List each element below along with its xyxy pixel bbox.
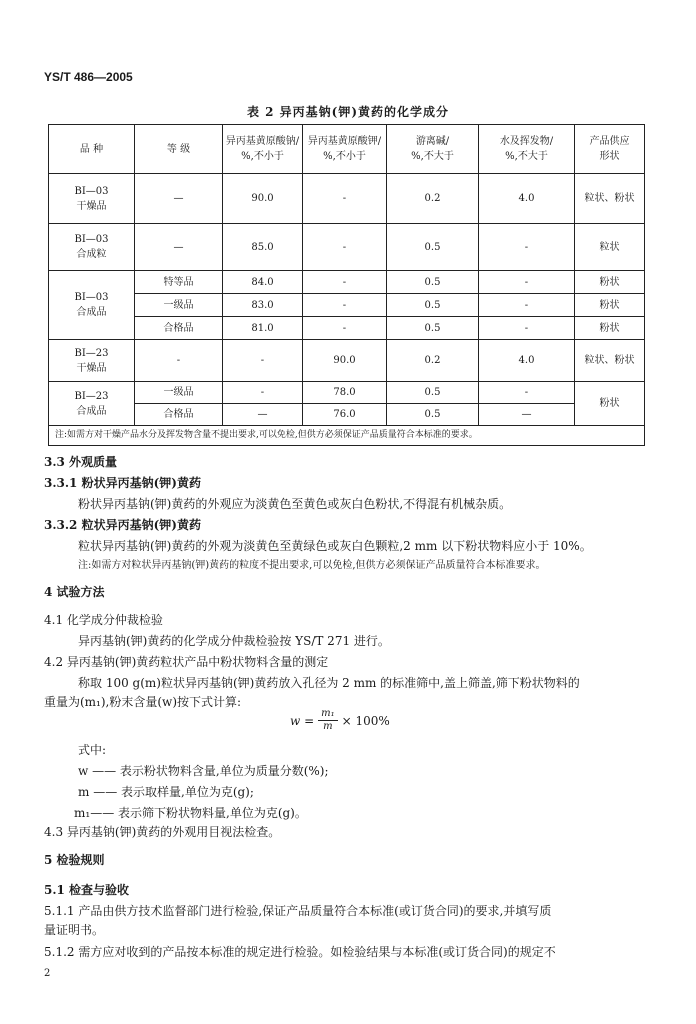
product-cell: BI—03 合成品 [49,271,135,340]
water-cell: - [479,317,575,340]
alkali-cell: 0.5 [387,224,479,271]
formula-rhs: × 100% [341,713,390,728]
definition-m: m —— 表示取样量,单位为克(g); [78,785,254,799]
col-header-product: 品 种 [49,125,135,174]
page-number: 2 [44,968,51,979]
paragraph-4-2-line1: 称取 100 g(m)粒状异丙基钠(钾)黄药放入孔径为 2 mm 的标准筛中,盖上筛盖,筛下粉状物料的 [78,676,580,690]
heading-4-1: 4.1 化学成分仲裁检验 [44,613,163,627]
paragraph-5-1-1-line1: 5.1.1 产品由供方技术监督部门进行检验,保证产品质量符合本标准(或订货合同)的要求,并填写质 [44,904,552,918]
water-cell: 4.0 [479,174,575,224]
grade-cell: - [135,340,223,382]
alkali-cell: 0.5 [387,294,479,317]
table-caption: 表 2 异丙基钠(钾)黄药的化学成分 [246,105,450,119]
heading-4: 4 试验方法 [44,585,105,599]
alkali-cell: 0.2 [387,340,479,382]
where-label: 式中: [78,743,107,757]
chemical-composition-table [48,124,645,446]
water-cell: - [479,271,575,294]
col-header-water-volatiles: 水及挥发物/ %,不大于 [479,125,575,174]
water-cell: - [479,294,575,317]
potassium-cell: 90.0 [303,340,387,382]
potassium-cell: - [303,317,387,340]
heading-4-3: 4.3 异丙基钠(钾)黄药的外观用目视法检查。 [44,825,281,839]
shape-cell: 粒状、粉状 [575,174,645,224]
alkali-cell: 0.5 [387,317,479,340]
col-header-supply-form: 产品供应 形状 [575,125,645,174]
heading-3-3: 3.3 外观质量 [44,455,118,469]
paragraph-3-3-1: 粉状异丙基钠(钾)黄药的外观应为淡黄色至黄色或灰白色粉状,不得混有机械杂质。 [78,497,512,511]
product-cell: BI—23 合成品 [49,382,135,426]
paragraph-5-1-2: 5.1.2 需方应对收到的产品按本标准的规定进行检验。如检验结果与本标准(或订货合同)的规定不 [44,945,556,959]
paragraph-5-1-1-line2: 量证明书。 [44,923,105,937]
sodium-cell: 83.0 [223,294,303,317]
table-row [49,317,645,340]
sodium-cell: - [223,382,303,404]
table-row [49,340,645,382]
potassium-cell: - [303,174,387,224]
heading-3-3-2: 3.3.2 粒状异丙基钠(钾)黄药 [44,518,201,532]
col-header-free-alkali: 游离碱/ %,不大于 [387,125,479,174]
table-row [49,271,645,294]
potassium-cell: - [303,294,387,317]
water-cell: 4.0 [479,340,575,382]
table-row [49,404,645,426]
grade-cell: 合格品 [135,404,223,426]
table-row [49,382,645,404]
product-cell: BI—23 干燥品 [49,340,135,382]
grade-cell: 合格品 [135,317,223,340]
formula-numerator: m₁ [318,708,338,721]
sodium-cell: - [223,340,303,382]
col-header-potassium: 异丙基黄原酸钾/ %,不小于 [303,125,387,174]
table-note-row [49,426,645,446]
water-cell: - [479,224,575,271]
heading-4-2: 4.2 异丙基钠(钾)黄药粒状产品中粉状物料含量的测定 [44,655,329,669]
table-row [49,294,645,317]
col-header-grade: 等 级 [135,125,223,174]
alkali-cell: 0.5 [387,382,479,404]
col-header-sodium: 异丙基黄原酸钠/ %,不小于 [223,125,303,174]
heading-3-3-1: 3.3.1 粉状异丙基钠(钾)黄药 [44,476,201,490]
potassium-cell: - [303,224,387,271]
sodium-cell: — [223,404,303,426]
sodium-cell: 84.0 [223,271,303,294]
shape-cell: 粉状 [575,317,645,340]
note-granularity: 注:如需方对粒状异丙基钠(钾)黄药的粒度不提出要求,可以免检,但供方必须保证产品质量符合本标准要求。 [78,560,546,571]
formula-powder-content [290,708,390,733]
alkali-cell: 0.5 [387,404,479,426]
water-cell: - [479,382,575,404]
sodium-cell: 81.0 [223,317,303,340]
potassium-cell: 78.0 [303,382,387,404]
heading-5-1: 5.1 检查与验收 [44,883,130,897]
grade-cell: 一级品 [135,294,223,317]
paragraph-3-3-2: 粒状异丙基钠(钾)黄药的外观为淡黄色至黄绿色或灰白色颗粒,2 mm 以下粉状物料应小于 10%。 [78,539,592,553]
standard-number: YS/T 486—2005 [44,70,133,84]
potassium-cell: - [303,271,387,294]
alkali-cell: 0.5 [387,271,479,294]
sodium-cell: 85.0 [223,224,303,271]
grade-cell: — [135,174,223,224]
table-row [49,224,645,271]
grade-cell: 特等品 [135,271,223,294]
formula-fraction [318,708,338,733]
potassium-cell: 76.0 [303,404,387,426]
grade-cell: — [135,224,223,271]
formula-denominator: m [323,721,333,732]
definition-w: w —— 表示粉状物料含量,单位为质量分数(%); [78,764,329,778]
table-row [49,174,645,224]
heading-5: 5 检验规则 [44,853,105,867]
table-note: 注:如需方对干燥产品水分及挥发物含量不提出要求,可以免检,但供方必须保证产品质量符合本标准的要求。 [49,426,645,446]
product-cell: BI—03 干燥品 [49,174,135,224]
product-cell: BI—03 合成粒 [49,224,135,271]
sodium-cell: 90.0 [223,174,303,224]
alkali-cell: 0.2 [387,174,479,224]
paragraph-4-2-line2: 重量为(m₁),粉末含量(w)按下式计算: [44,695,242,709]
table-header-row [49,125,645,174]
grade-cell: 一级品 [135,382,223,404]
definition-m1: m₁—— 表示筛下粉状物料量,单位为克(g)。 [74,806,307,820]
water-cell: — [479,404,575,426]
formula-lhs: w = [290,713,315,728]
paragraph-4-1: 异丙基钠(钾)黄药的化学成分仲裁检验按 YS/T 271 进行。 [78,634,390,648]
shape-cell: 粉状 [575,271,645,294]
shape-cell: 粒状、粉状 [575,340,645,382]
shape-cell: 粉状 [575,382,645,426]
shape-cell: 粉状 [575,294,645,317]
shape-cell: 粒状 [575,224,645,271]
